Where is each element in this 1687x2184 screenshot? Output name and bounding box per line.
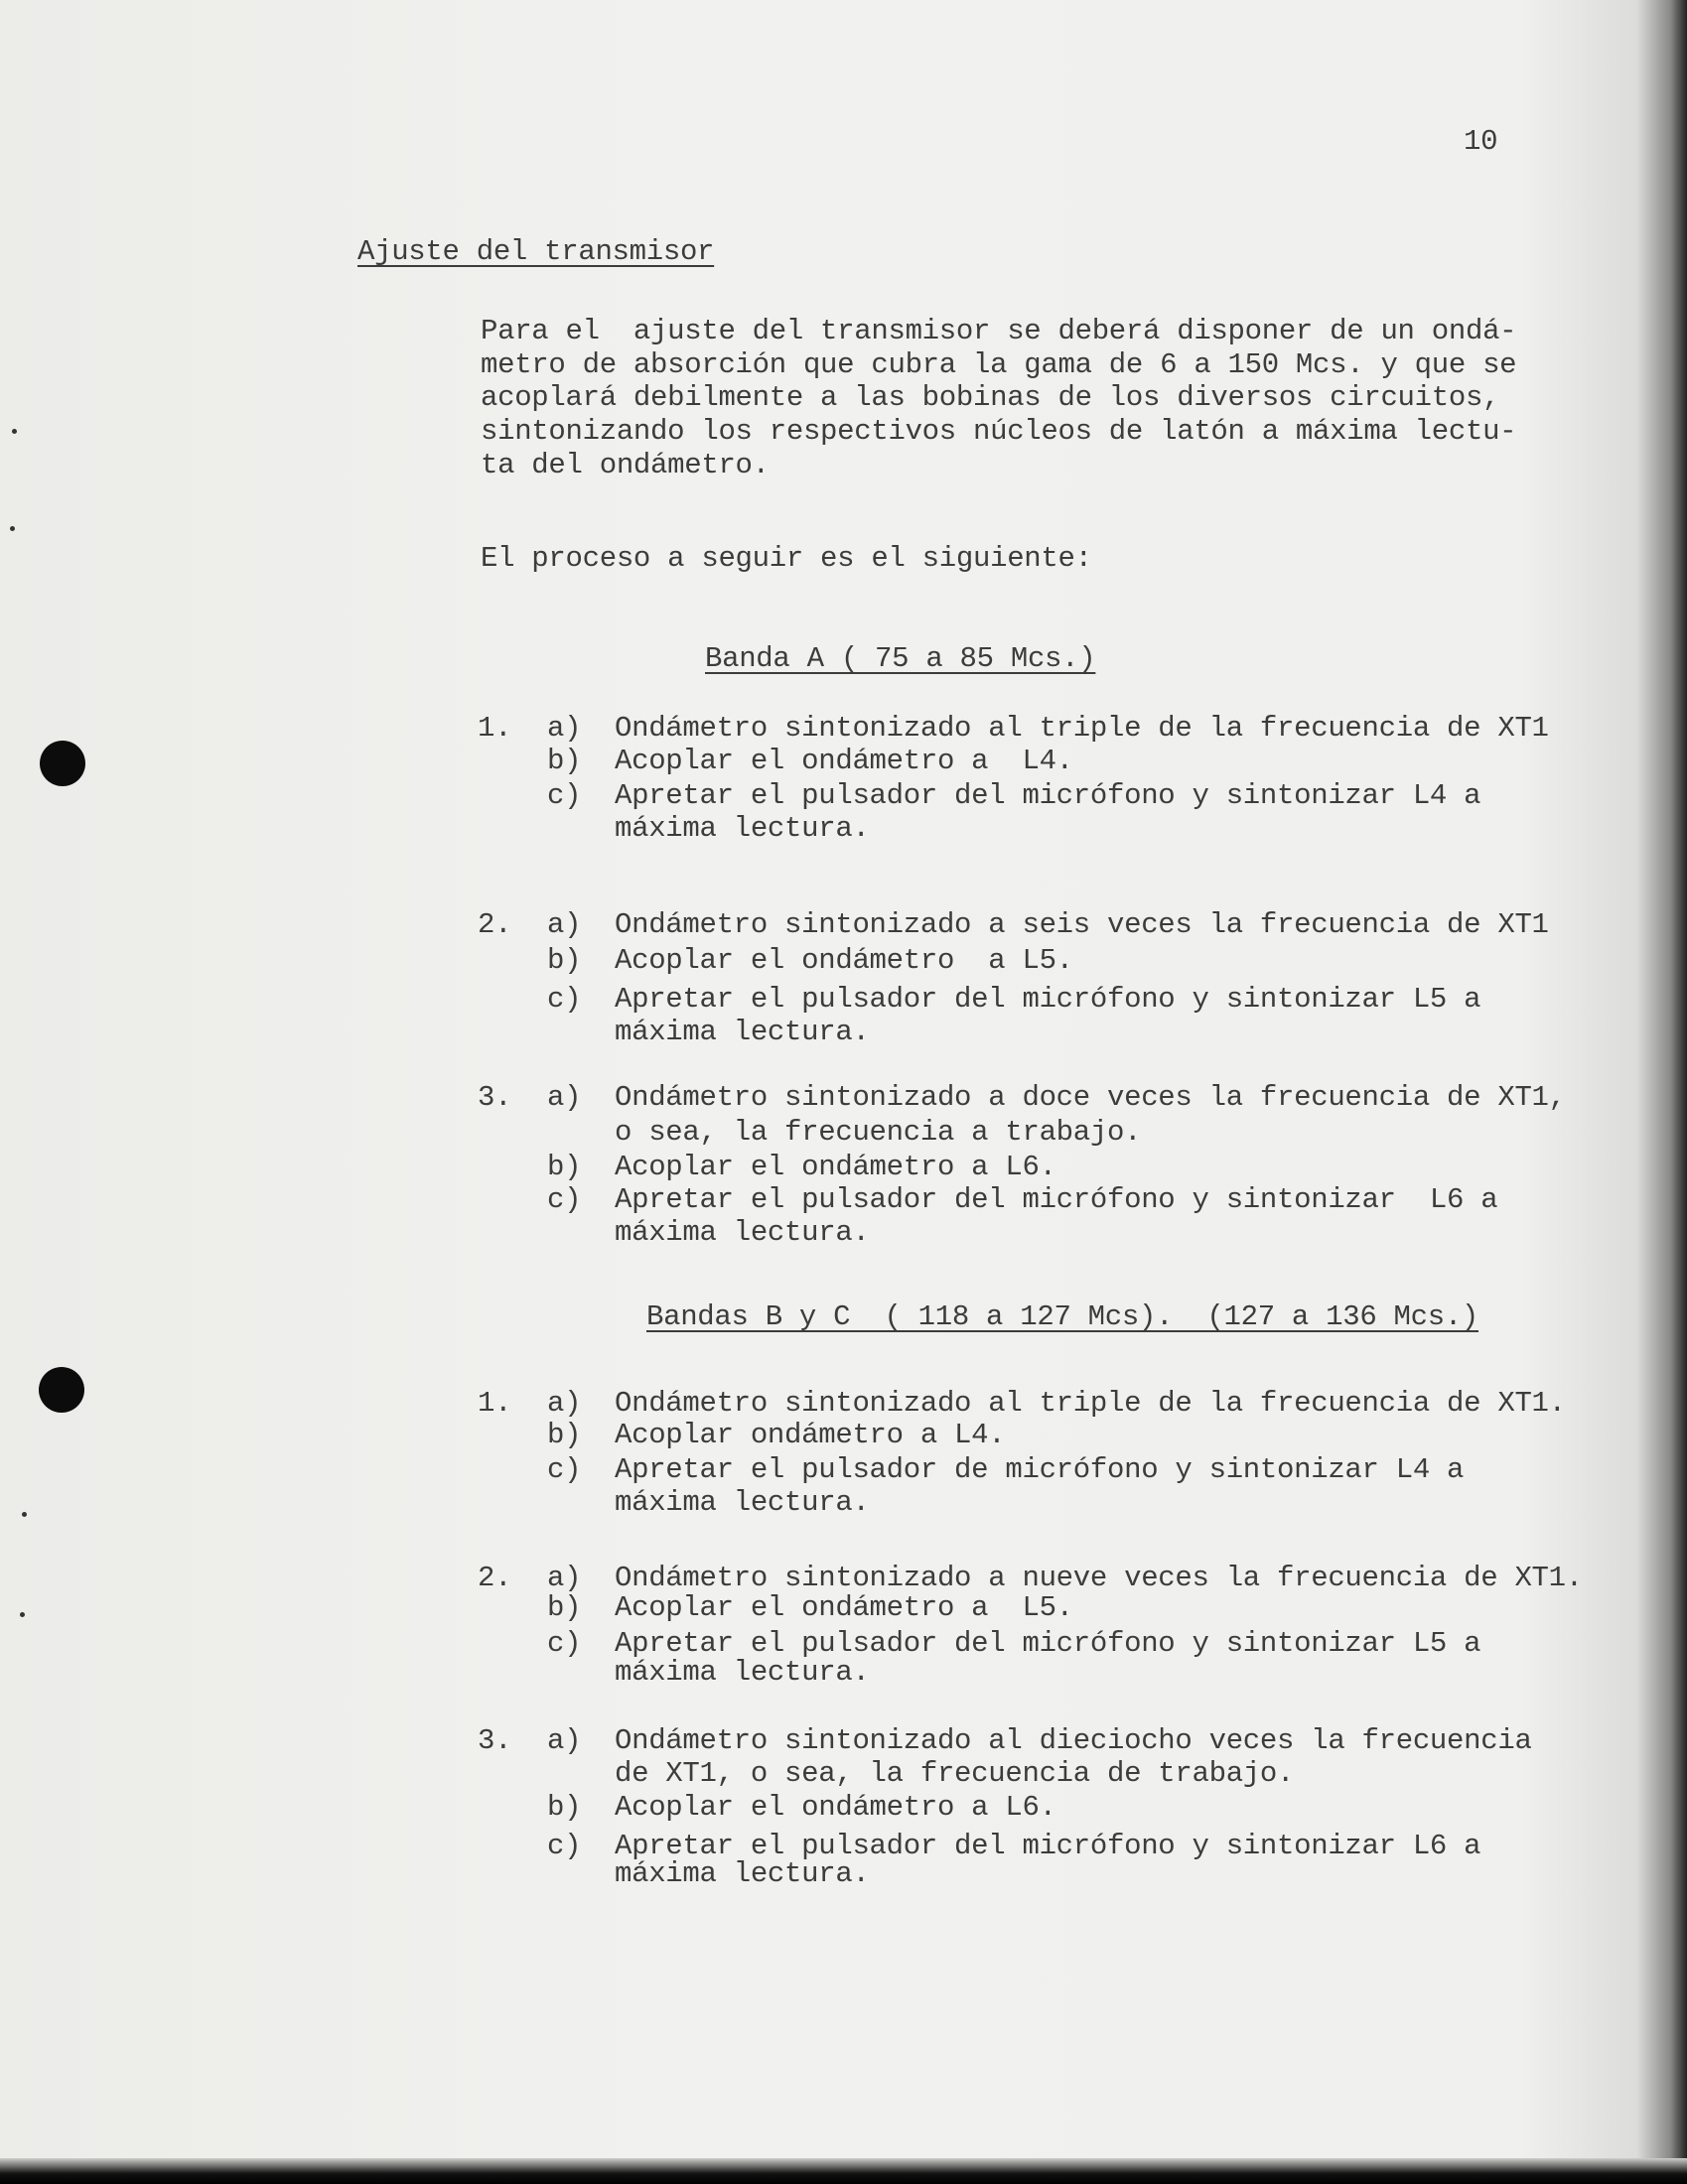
item-text-line: máxima lectura. (615, 1016, 870, 1048)
item-letter: a) (547, 712, 582, 745)
item-text-line: Acoplar el ondámetro a L5. (615, 944, 1073, 977)
intro-line: metro de absorción que cubra la gama de 6 a 150 Mcs. y que se (481, 348, 1517, 381)
item-text-line: Acoplar el ondámetro a L6. (615, 1791, 1056, 1824)
item-letter: c) (547, 1627, 582, 1660)
item-text-line: o sea, la frecuencia a trabajo. (615, 1116, 1142, 1149)
item-letter: b) (547, 1151, 582, 1183)
speck (10, 526, 15, 531)
page-number: 10 (1464, 125, 1498, 158)
item-text-line: Acoplar el ondámetro a L6. (615, 1151, 1056, 1183)
item-text-line: de XT1, o sea, la frecuencia de trabajo. (615, 1757, 1295, 1790)
item-text-line: Apretar el pulsador de micrófono y sintonizar L4 a (615, 1453, 1465, 1486)
intro-line: acoplará debilmente a las bobinas de los diversos circuitos, (481, 381, 1500, 414)
item-text-line: Ondámetro sintonizado al dieciocho veces la frecuencia (615, 1724, 1532, 1757)
item-text-line: Apretar el pulsador del micrófono y sintonizar L6 a (615, 1183, 1498, 1216)
item-letter: a) (547, 1387, 582, 1420)
step-number: 3. (478, 1724, 512, 1757)
intro-line: Para el ajuste del transmisor se deberá disponer de un ondá- (481, 315, 1517, 347)
item-text-line: Ondámetro sintonizado a nueve veces la frecuencia de XT1. (615, 1562, 1583, 1594)
item-letter: a) (547, 1081, 582, 1114)
item-letter: c) (547, 779, 582, 812)
intro-line: ta del ondámetro. (481, 449, 770, 481)
item-text-line: Ondámetro sintonizado al triple de la frecuencia de XT1. (615, 1387, 1566, 1420)
item-text-line: Acoplar el ondámetro a L4. (615, 745, 1073, 777)
item-letter: b) (547, 944, 582, 977)
item-letter: b) (547, 1791, 582, 1824)
speck (20, 1612, 25, 1617)
item-letter: c) (547, 1183, 582, 1216)
item-letter: c) (547, 1453, 582, 1486)
item-text-line: Apretar el pulsador del micrófono y sintonizar L5 a (615, 983, 1481, 1016)
item-text-line: Acoplar ondámetro a L4. (615, 1419, 1006, 1451)
item-text-line: máxima lectura. (615, 1857, 870, 1890)
item-text-line: Apretar el pulsador del micrófono y sintonizar L6 a (615, 1830, 1481, 1862)
item-letter: b) (547, 745, 582, 777)
item-letter: a) (547, 1562, 582, 1594)
item-text-line: Acoplar el ondámetro a L5. (615, 1591, 1073, 1624)
item-text-line: máxima lectura. (615, 1486, 870, 1519)
item-letter: a) (547, 1724, 582, 1757)
process-intro: El proceso a seguir es el siguiente: (481, 542, 1092, 575)
step-number: 2. (478, 1562, 512, 1594)
item-text-line: Ondámetro sintonizado a doce veces la frecuencia de XT1, (615, 1081, 1566, 1114)
item-letter: b) (547, 1591, 582, 1624)
step-number: 3. (478, 1081, 512, 1114)
item-letter: c) (547, 983, 582, 1016)
item-text-line: Ondámetro sintonizado al triple de la frecuencia de XT1 (615, 712, 1549, 745)
speck (22, 1512, 27, 1517)
step-number: 1. (478, 712, 512, 745)
item-text-line: Apretar el pulsador del micrófono y sintonizar L5 a (615, 1627, 1481, 1660)
speck (12, 429, 17, 434)
page-bottom-edge (0, 2158, 1687, 2184)
step-number: 2. (478, 908, 512, 941)
item-text-line: máxima lectura. (615, 1656, 870, 1689)
item-text-line: máxima lectura. (615, 1216, 870, 1249)
step-number: 1. (478, 1387, 512, 1420)
punch-hole (40, 741, 85, 786)
item-letter: b) (547, 1419, 582, 1451)
item-letter: c) (547, 1830, 582, 1862)
intro-line: sintonizando los respectivos núcleos de latón a máxima lectu- (481, 415, 1517, 448)
item-text-line: Apretar el pulsador del micrófono y sintonizar L4 a (615, 779, 1481, 812)
item-text-line: Ondámetro sintonizado a seis veces la frecuencia de XT1 (615, 908, 1549, 941)
band-heading: Banda A ( 75 a 85 Mcs.) (705, 642, 1096, 675)
punch-hole (39, 1367, 84, 1413)
band-heading: Bandas B y C ( 118 a 127 Mcs). (127 a 136 Mcs.) (646, 1300, 1479, 1333)
item-text-line: máxima lectura. (615, 812, 870, 845)
section-title: Ajuste del transmisor (357, 235, 715, 268)
item-letter: a) (547, 908, 582, 941)
